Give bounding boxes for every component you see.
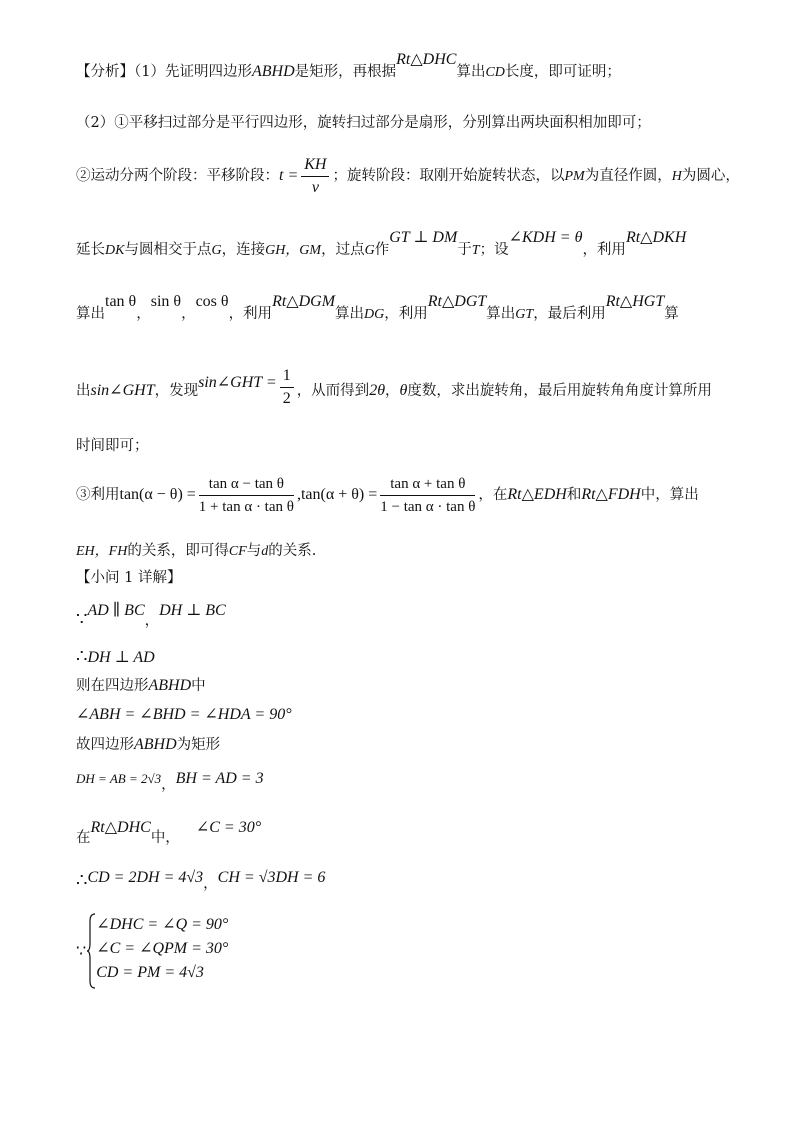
analysis-line-4: 延长DK与圆相交于点G，连接GH，GM，过点G作GT ⊥ DM于T；设∠KDH = θ，利用Rt△DKH [76,229,687,258]
therefore-symbol: ∴ [76,646,88,667]
analysis-line-6: 出sin∠GHT，发现sin∠GHT = $\frac{1}{2}$ ，从而得到2θ，θ度数，求出旋转角，最后用旋转角角度计算所用 [76,366,712,407]
solution-line-because-1: ∵AD ∥ BC，DH ⊥ BC [76,602,226,630]
fraction-tan-difference: $\frac{\text{tan α − tan θ}}{\text{1 + tan α · tan θ}}$ [198,475,294,515]
because-symbol-2: ∵ [76,941,87,960]
solution-line-triangle-dhc: 在Rt△DHC中，∠C = 30° [76,819,262,846]
fraction-one-half: $\frac{1}{2}$ [280,366,294,409]
analysis-line-8: ③利用tan(α − θ) = $\frac{\text{tan α − tan θ}}{\text{1 + tan α · tan θ}}$ ,tan(α + θ) = $\frac{\text{tan α + tan θ}}{\text{1 − tan α · tan θ}}$ ，在Rt△EDH和Rt△FDH中，算出 [76,475,699,515]
analysis-line-2: （2）①平移扫过部分是平行四边形，旋转扫过部分是扇形，分别算出两块面积相加即可； [76,115,651,131]
analysis-line-1: 【分析】（1）先证明四边形ABHD是矩形，再根据Rt△DHC算出CD长度，即可证明； [76,51,621,80]
analysis-line-7: 时间即可； [76,438,149,454]
analysis-line-3: ②运动分两个阶段：平移阶段：t = $\frac{KH}{v}$ ；旋转阶段：取刚开始旋转状态，以PM为直径作圆，H为圆心， [76,155,740,196]
fraction-kh-over-v: $\frac{KH}{v}$ [301,155,329,198]
solution-line-quad: 则在四边形ABHD中 [76,677,206,694]
solution-line-system [76,913,228,993]
solution-line-therefore-1: ∴DH ⊥ AD [76,646,155,667]
solution-line-angles: ∠ABH = ∠BHD = ∠HDA = 90° [76,706,292,723]
analysis-line-9: EH，FH的关系，即可得CF与d的关系. [76,543,317,559]
brace-shape [86,913,96,989]
therefore-symbol-2: ∴ [76,870,88,891]
left-brace [86,913,96,995]
because-symbol: ∵ [76,609,88,630]
solution-line-rectangle: 故四边形ABHD为矩形 [76,736,221,753]
analysis-heading: 【分析】 [76,64,134,80]
solution-line-lengths: DH = AB = 2√3，BH = AD = 3 [76,770,264,793]
fraction-tan-sum: $\frac{\text{tan α + tan θ}}{\text{1 − tan α · tan θ}}$ [380,475,476,515]
analysis-line-5: 算出tan θ，sin θ，cos θ，利用Rt△DGM算出DG，利用Rt△DGT算出GT，最后利用Rt△HGT算 [76,293,679,322]
part-1-heading: 【小问 1 详解】 [76,570,182,586]
equation-system: ∠DHC = ∠Q = 90° ∠C = ∠QPM = 30° CD = PM = 4√3 [96,916,229,981]
solution-line-therefore-2: ∴CD = 2DH = 4√3，CH = √3DH = 6 [76,869,326,892]
